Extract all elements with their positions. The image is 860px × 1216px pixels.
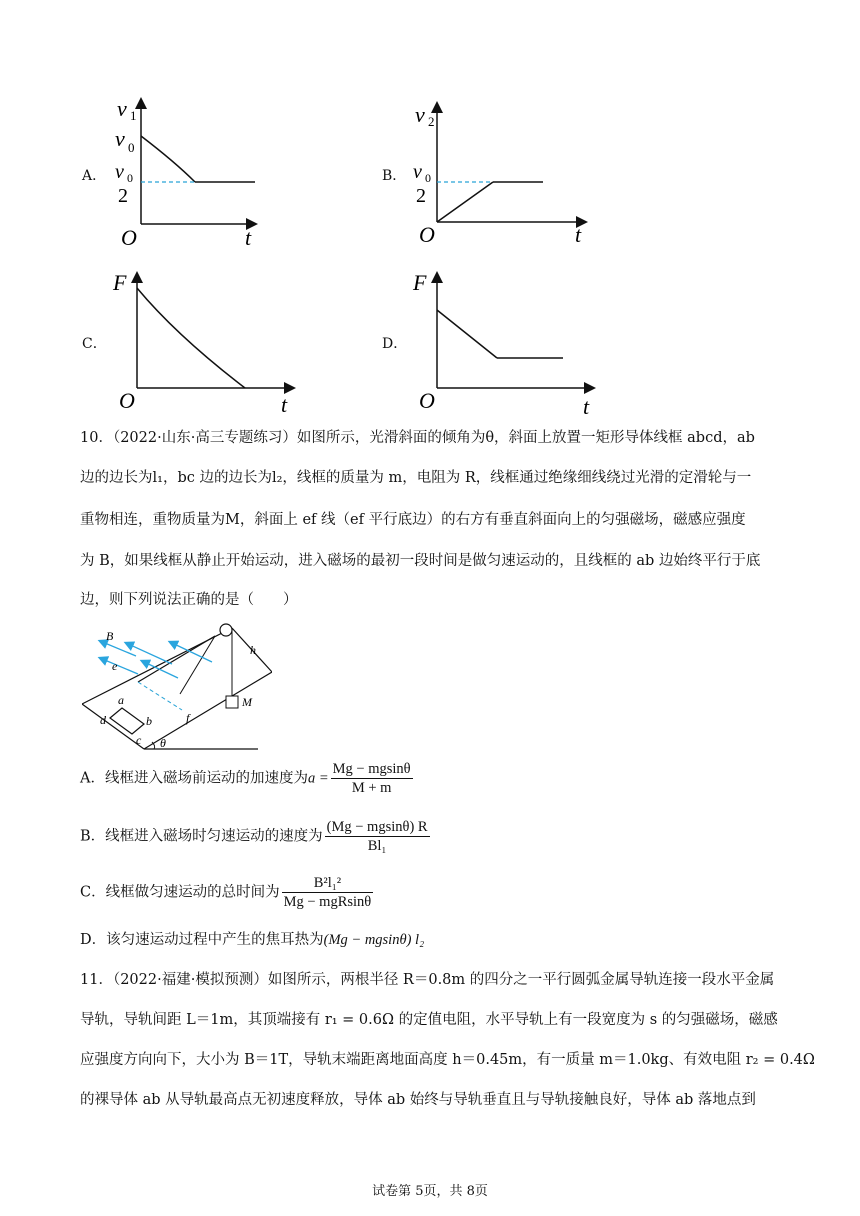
decay-curve — [141, 136, 195, 182]
half-v0-num: v — [115, 161, 124, 183]
q11-line-4: 的裸导体 ab 从导轨最高点无初速度释放，导体 ab 始终与导轨垂直且与导轨接触良好，导体 ab 落地点到 — [80, 1092, 756, 1108]
x-axis-label: t — [245, 225, 252, 250]
q10-line-5: 边，则下列说法正确的是（ ） — [80, 592, 298, 608]
svg-text:2: 2 — [428, 114, 435, 129]
label-f: f — [186, 711, 190, 725]
q11-line-2: 导轨，导轨间距 L＝1m，其顶端接有 r₁ = 0.6Ω 的定值电阻，水平导轨上有一段宽度为 s 的匀强磁场，磁感 — [80, 1012, 778, 1028]
label-a: a — [118, 693, 124, 707]
half-v0-den: 2 — [416, 185, 426, 207]
label-b-field: B — [106, 629, 114, 643]
field-arrow-2 — [126, 643, 172, 664]
svg-text:0: 0 — [127, 171, 133, 185]
incline-figure — [82, 612, 272, 754]
v0-label: v — [115, 126, 125, 151]
x-axis-label: t — [583, 394, 590, 416]
field-arrow-1 — [100, 641, 136, 656]
page-footer: 试卷第 5页，共 8页 — [372, 1184, 488, 1199]
q10-line-1: 10．（2022·山东·高三专题练习）如图所示，光滑斜面的倾角为θ，斜面上放置一矩形导体线框 abcd，ab — [80, 430, 755, 446]
y-axis-label: F — [113, 270, 127, 295]
label-m-weight: M — [242, 695, 252, 709]
origin-label: O — [419, 222, 435, 247]
x-axis-label: t — [575, 222, 582, 247]
graph-c — [105, 266, 305, 416]
graph-d — [405, 266, 605, 416]
rail-line — [138, 636, 215, 682]
origin-label: O — [121, 225, 137, 250]
coil-frame — [110, 708, 144, 734]
graph-a — [105, 92, 265, 252]
graph-b — [405, 92, 590, 252]
weight-block — [226, 696, 238, 708]
q10-option-d: D．该匀速运动过程中产生的焦耳热为(Mg − mgsinθ) l₂ — [80, 932, 425, 948]
q10-line-4: 为 B，如果线框从静止开始运动，进入磁场的最初一段时间是做匀速运动的，且线框的 ab 边始终平行于底 — [80, 553, 761, 569]
label-theta: θ — [160, 736, 166, 750]
field-arrow-4 — [100, 658, 138, 674]
origin-label: O — [419, 388, 435, 413]
option-a-label: A． — [82, 168, 107, 184]
half-v0-num: v — [413, 161, 422, 183]
svg-text:0: 0 — [128, 140, 135, 155]
y-axis-label: v — [415, 102, 425, 127]
q10-line-2: 边的边长为l₁，bc 边的边长为l₂，线框的质量为 m，电阻为 R，线框通过绝缘细线绕过光滑的定滑轮与一 — [80, 470, 752, 486]
pulley-icon — [220, 624, 232, 636]
origin-label: O — [119, 388, 135, 413]
label-b: b — [146, 714, 152, 728]
svg-text:0: 0 — [425, 171, 431, 185]
svg-text:1: 1 — [130, 108, 137, 123]
field-arrow-5 — [142, 661, 178, 678]
x-axis-label: t — [281, 392, 288, 416]
label-d: d — [100, 713, 106, 727]
option-c-label: C． — [82, 336, 107, 352]
q11-line-3: 应强度方向向下，大小为 B＝1T，导轨末端距离地面高度 h＝0.45m，有一质量 m＝1.0kg、有效电阻 r₂ = 0.4Ω — [80, 1052, 815, 1068]
rail-line-2 — [180, 636, 215, 694]
q10-option-c: C．线框做匀速运动的总时间为 $\frac{\text{B²l₁²}}{\text{Mg − mgRsinθ}}$ — [80, 875, 372, 910]
ef-dashed-line — [138, 682, 182, 710]
label-e: e — [112, 659, 118, 673]
label-h: h — [250, 643, 256, 657]
half-v0-den: 2 — [118, 185, 128, 207]
label-c: c — [136, 733, 142, 747]
q10-option-b: B．线框进入磁场时匀速运动的速度为 $\frac{(Mg - mgsin\theta) R}{\text{Bl₁}}$ — [80, 819, 428, 854]
y-axis-label: v — [117, 96, 127, 121]
option-d-label: D． — [382, 336, 408, 352]
q10-option-a: A．线框进入磁场前运动的加速度为a = $\frac{Mg - mgsin\theta}{M + m}$ — [80, 761, 411, 796]
y-axis-label: F — [413, 270, 427, 295]
decay-curve — [137, 288, 245, 388]
ramp-line — [437, 182, 493, 222]
q10-line-3: 重物相连，重物质量为M，斜面上 ef 线（ef 平行底边）的右方有垂直斜面向上的匀强磁场，磁感应强度 — [80, 512, 746, 528]
option-b-label: B． — [382, 168, 407, 184]
decline-line — [437, 310, 497, 358]
q11-line-1: 11．（2022·福建·模拟预测）如图所示，两根半径 R＝0.8m 的四分之一平行圆弧金属导轨连接一段水平金属 — [80, 972, 775, 988]
